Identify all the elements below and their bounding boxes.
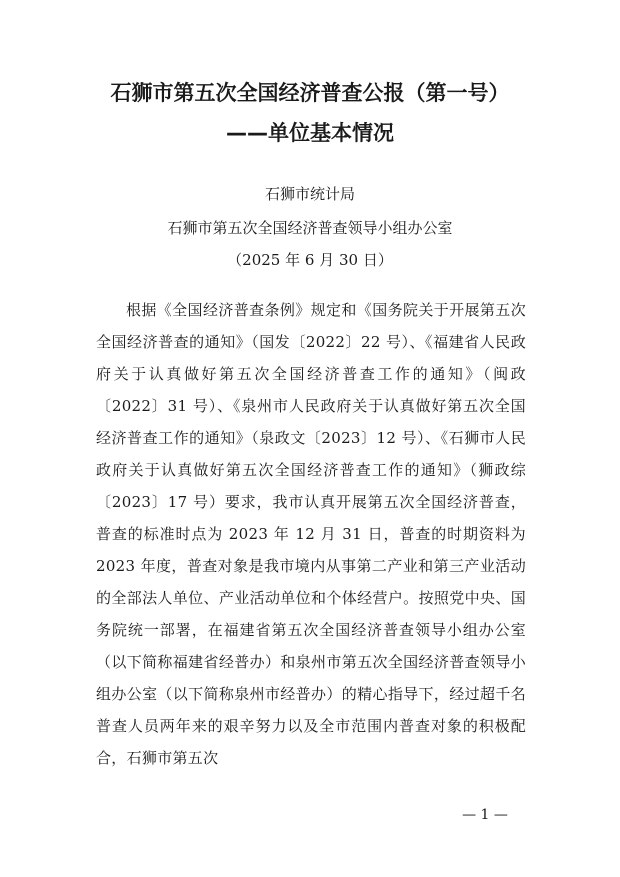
- publish-date: （2025 年 6 月 30 日）: [227, 251, 393, 269]
- issuer-statistics-bureau: 石狮市统计局: [264, 185, 355, 203]
- body-paragraph: 根据《全国经济普查条例》规定和《国务院关于开展第五次全国经济普查的通知》（国发〔2022〕22 号）、《福建省人民政府关于认真做好第五次全国经济普查工作的通知》（闽政〔2022〕31 号）、《泉州市人民政府关于认真做好第五次全国经济普查工作的通知》（泉政文〔2023〕12 号）、《石狮市人民政府关于认真做好第五次全国经济普查工作的通知》（狮政综〔2023〕17 号）要求，我市认真开展第五次全国经济普查，普查的标准时点为 2023 年 12 月 31 日，普查的时期资料为 2023 年度，普查对象是我市境内从事第二产业和第三产业活动的全部法人单位、产业活动单位和个体经营户。按照党中央、国务院统一部署，在福建省第五次全国经济普查领导小组办公室（以下简称福建省经普办）和泉州市第五次全国经济普查领导小组办公室（以下简称泉州市经普办）的精心指导下，经过超千名普查人员两年来的艰辛努力以及全市范围内普查对象的积极配合，石狮市第五次: [96, 301, 526, 767]
- page-number: — 1 —: [462, 807, 508, 823]
- report-title: 石狮市第五次全国经济普查公报（第一号）: [110, 81, 510, 105]
- report-subtitle: ——单位基本情况: [226, 121, 394, 145]
- issuer-census-office: 石狮市第五次全国经济普查领导小组办公室: [167, 219, 453, 237]
